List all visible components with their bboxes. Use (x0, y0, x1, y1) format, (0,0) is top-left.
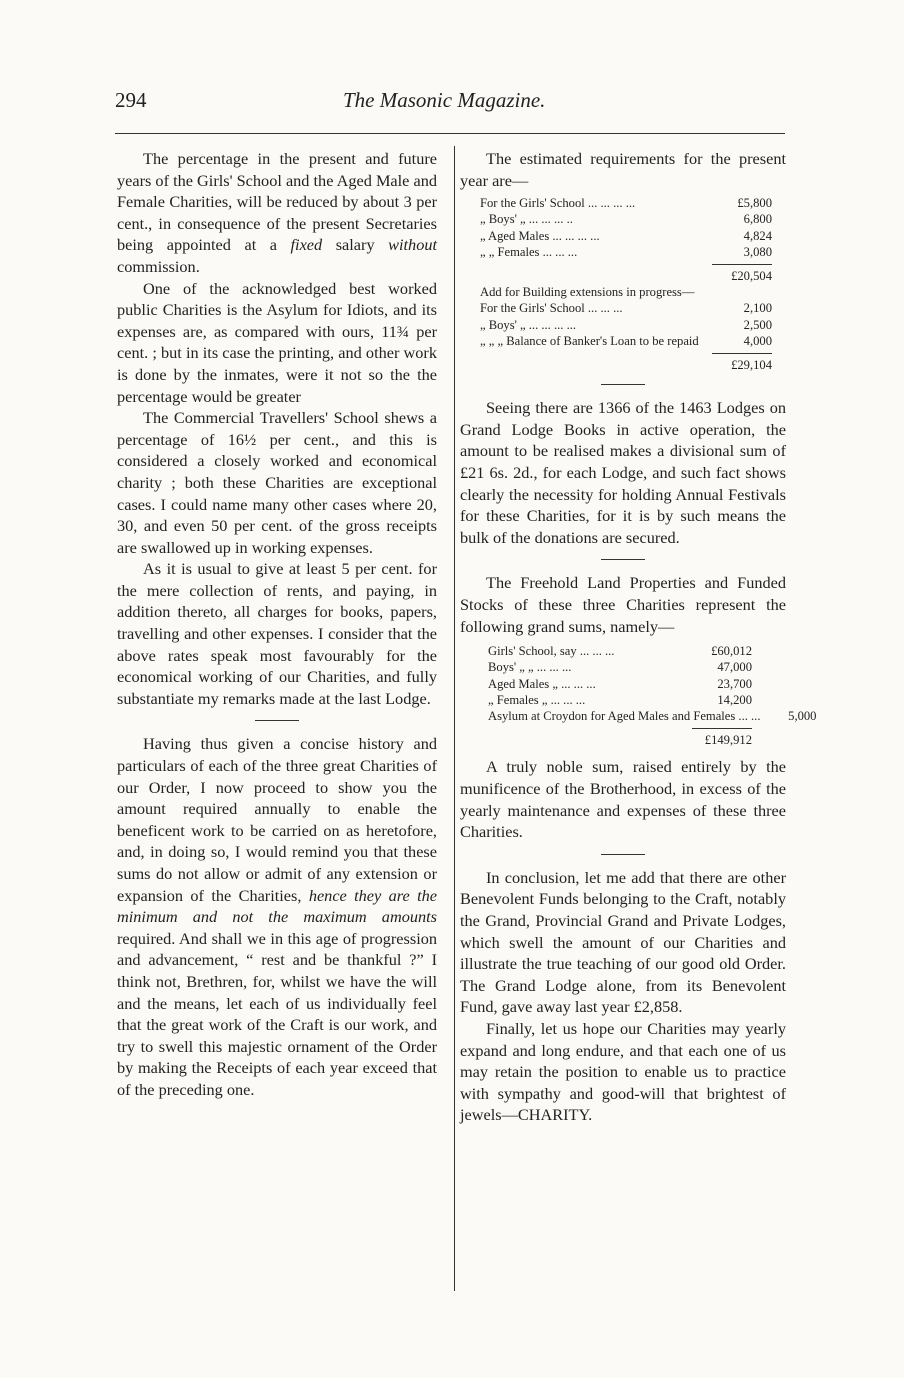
paragraph: The estimated requirements for the present year are— (460, 149, 786, 190)
sum-rule (712, 353, 772, 354)
header-rule (115, 133, 785, 134)
section-separator (255, 720, 299, 721)
running-title: The Masonic Magazine. (343, 88, 546, 112)
table-row: Aged Males „ ... ... ... 23,700 (488, 676, 752, 691)
right-column (460, 148, 817, 1126)
grand-total: £29,104 (731, 358, 772, 373)
section-separator (601, 384, 645, 385)
table-row: For the Girls' School ... ... ... 2,100 (480, 301, 772, 316)
left-column (117, 148, 437, 1101)
paragraph: In conclusion, let me add that there are other Benevolent Funds belonging to the Craft, notably the Grand, Provincial Grand and Private Lodges, which swell the amount of our Charities and illustrate the true teaching of our good old Order. The Grand Lodge alone, from its Benevolent Fund, gave away last year £2,858. (460, 867, 786, 1017)
add-heading: Add for Building extensions in progress— (480, 285, 695, 300)
paragraph: Seeing there are 1366 of the 1463 Lodges on Grand Lodge Books in active operation, the amount to be realised makes a divisional sum of £21 6s. 2d., for each Lodge, and such fact shows clearly the necessity for holding Annual Festivals for these Charities, for it is by such means the bulk of the donations are secured. (460, 398, 786, 547)
requirements-table (480, 195, 772, 373)
paragraph: As it is usual to give at least 5 per cent. for the mere collection of rents, and paying, in addition thereto, all charges for books, papers, travelling and other expenses. I consider that the above rates speak most favourably for the economical working of our Charities, and fully substantiate my remarks made at the last Lodge. (117, 559, 437, 708)
paragraph: One of the acknowledged best worked public Charities is the Asylum for Idiots, and its expenses are, as compared with ours, 11¾ per cent. ; but in its case the printing, and other work is done by the inmates, were it not so the the percentage would be greater (117, 278, 437, 406)
grand-total: £149,912 (704, 733, 752, 748)
section-separator (601, 854, 645, 855)
column-divider (454, 146, 455, 1291)
table-row: Girls' School, say ... ... ... £60,012 (488, 644, 752, 659)
subtotal: £20,504 (731, 269, 772, 283)
table-row: „ „ Females ... ... ... 3,080 (480, 244, 772, 259)
paragraph: The Freehold Land Properties and Funded Stocks of these three Charities represent the following grand sums, namely— (460, 573, 786, 636)
page-header (115, 88, 785, 118)
paragraph: Having thus given a concise history and particulars of each of the three great Charities of our Order, I now proceed to show you the amount required annually to enable the beneficent work to be carried on as heretofore, and, in doing so, I would remind you that these sums do not allow or admit of any extension or expansion of the Charities, hence they are the minimum and not the maximum amounts required. And shall we in this age of progression and advancement, “ rest and be thankful ?” I think not, Brethren, for, whilst we have the will and the means, let each of us individually feel that the great work of the Craft is our work, and try to swell this majestic ornament of the Order by making the Receipts of each year exceed that of the preceding one. (117, 734, 437, 1099)
table-row: „ Boys' „ ... ... ... ... 2,500 (480, 317, 772, 332)
page-number: 294 (115, 88, 147, 112)
table-row: „ Aged Males ... ... ... ... 4,824 (480, 228, 772, 243)
table-row: „ Females „ ... ... ... 14,200 (488, 692, 752, 707)
table-row: Boys' „ „ ... ... ... 47,000 (488, 660, 752, 675)
section-separator (601, 559, 645, 560)
properties-table (488, 643, 817, 748)
paragraph: Finally, let us hope our Charities may yearly expand and long endure, and that each one of us may retain the position to enable us to practice with sympathy and good-will that brightest of jewels—CHARITY. (460, 1018, 786, 1125)
table-row: For the Girls' School ... ... ... ... £5,800 (480, 196, 772, 211)
sum-rule (692, 728, 752, 729)
paragraph: The percentage in the present and future years of the Girls' School and the Aged Male and Female Charities, will be reduced by about 3 per cent., in consequence of the present Secretaries being appointed at a fixed salary without commission. (117, 149, 437, 276)
table-row: „ Boys' „ ... ... ... .. 6,800 (480, 212, 772, 227)
paragraph: The Commercial Travellers' School shews a percentage of 16½ per cent., and this is considered a closely worked and economical charity ; both these Charities are exceptional cases. I could name many other cases where 20, 30, and even 50 per cent. of the gross receipts are swallowed up in working expenses. (117, 408, 437, 557)
paragraph: A truly noble sum, raised entirely by the munificence of the Brotherhood, in excess of the yearly maintenance and expenses of these three Charities. (460, 757, 786, 842)
table-row: „ „ „ Balance of Banker's Loan to be repaid 4,000 (480, 333, 772, 348)
table-row: Asylum at Croydon for Aged Males and Females ... ... 5,000 (488, 708, 817, 723)
sum-rule (712, 264, 772, 265)
